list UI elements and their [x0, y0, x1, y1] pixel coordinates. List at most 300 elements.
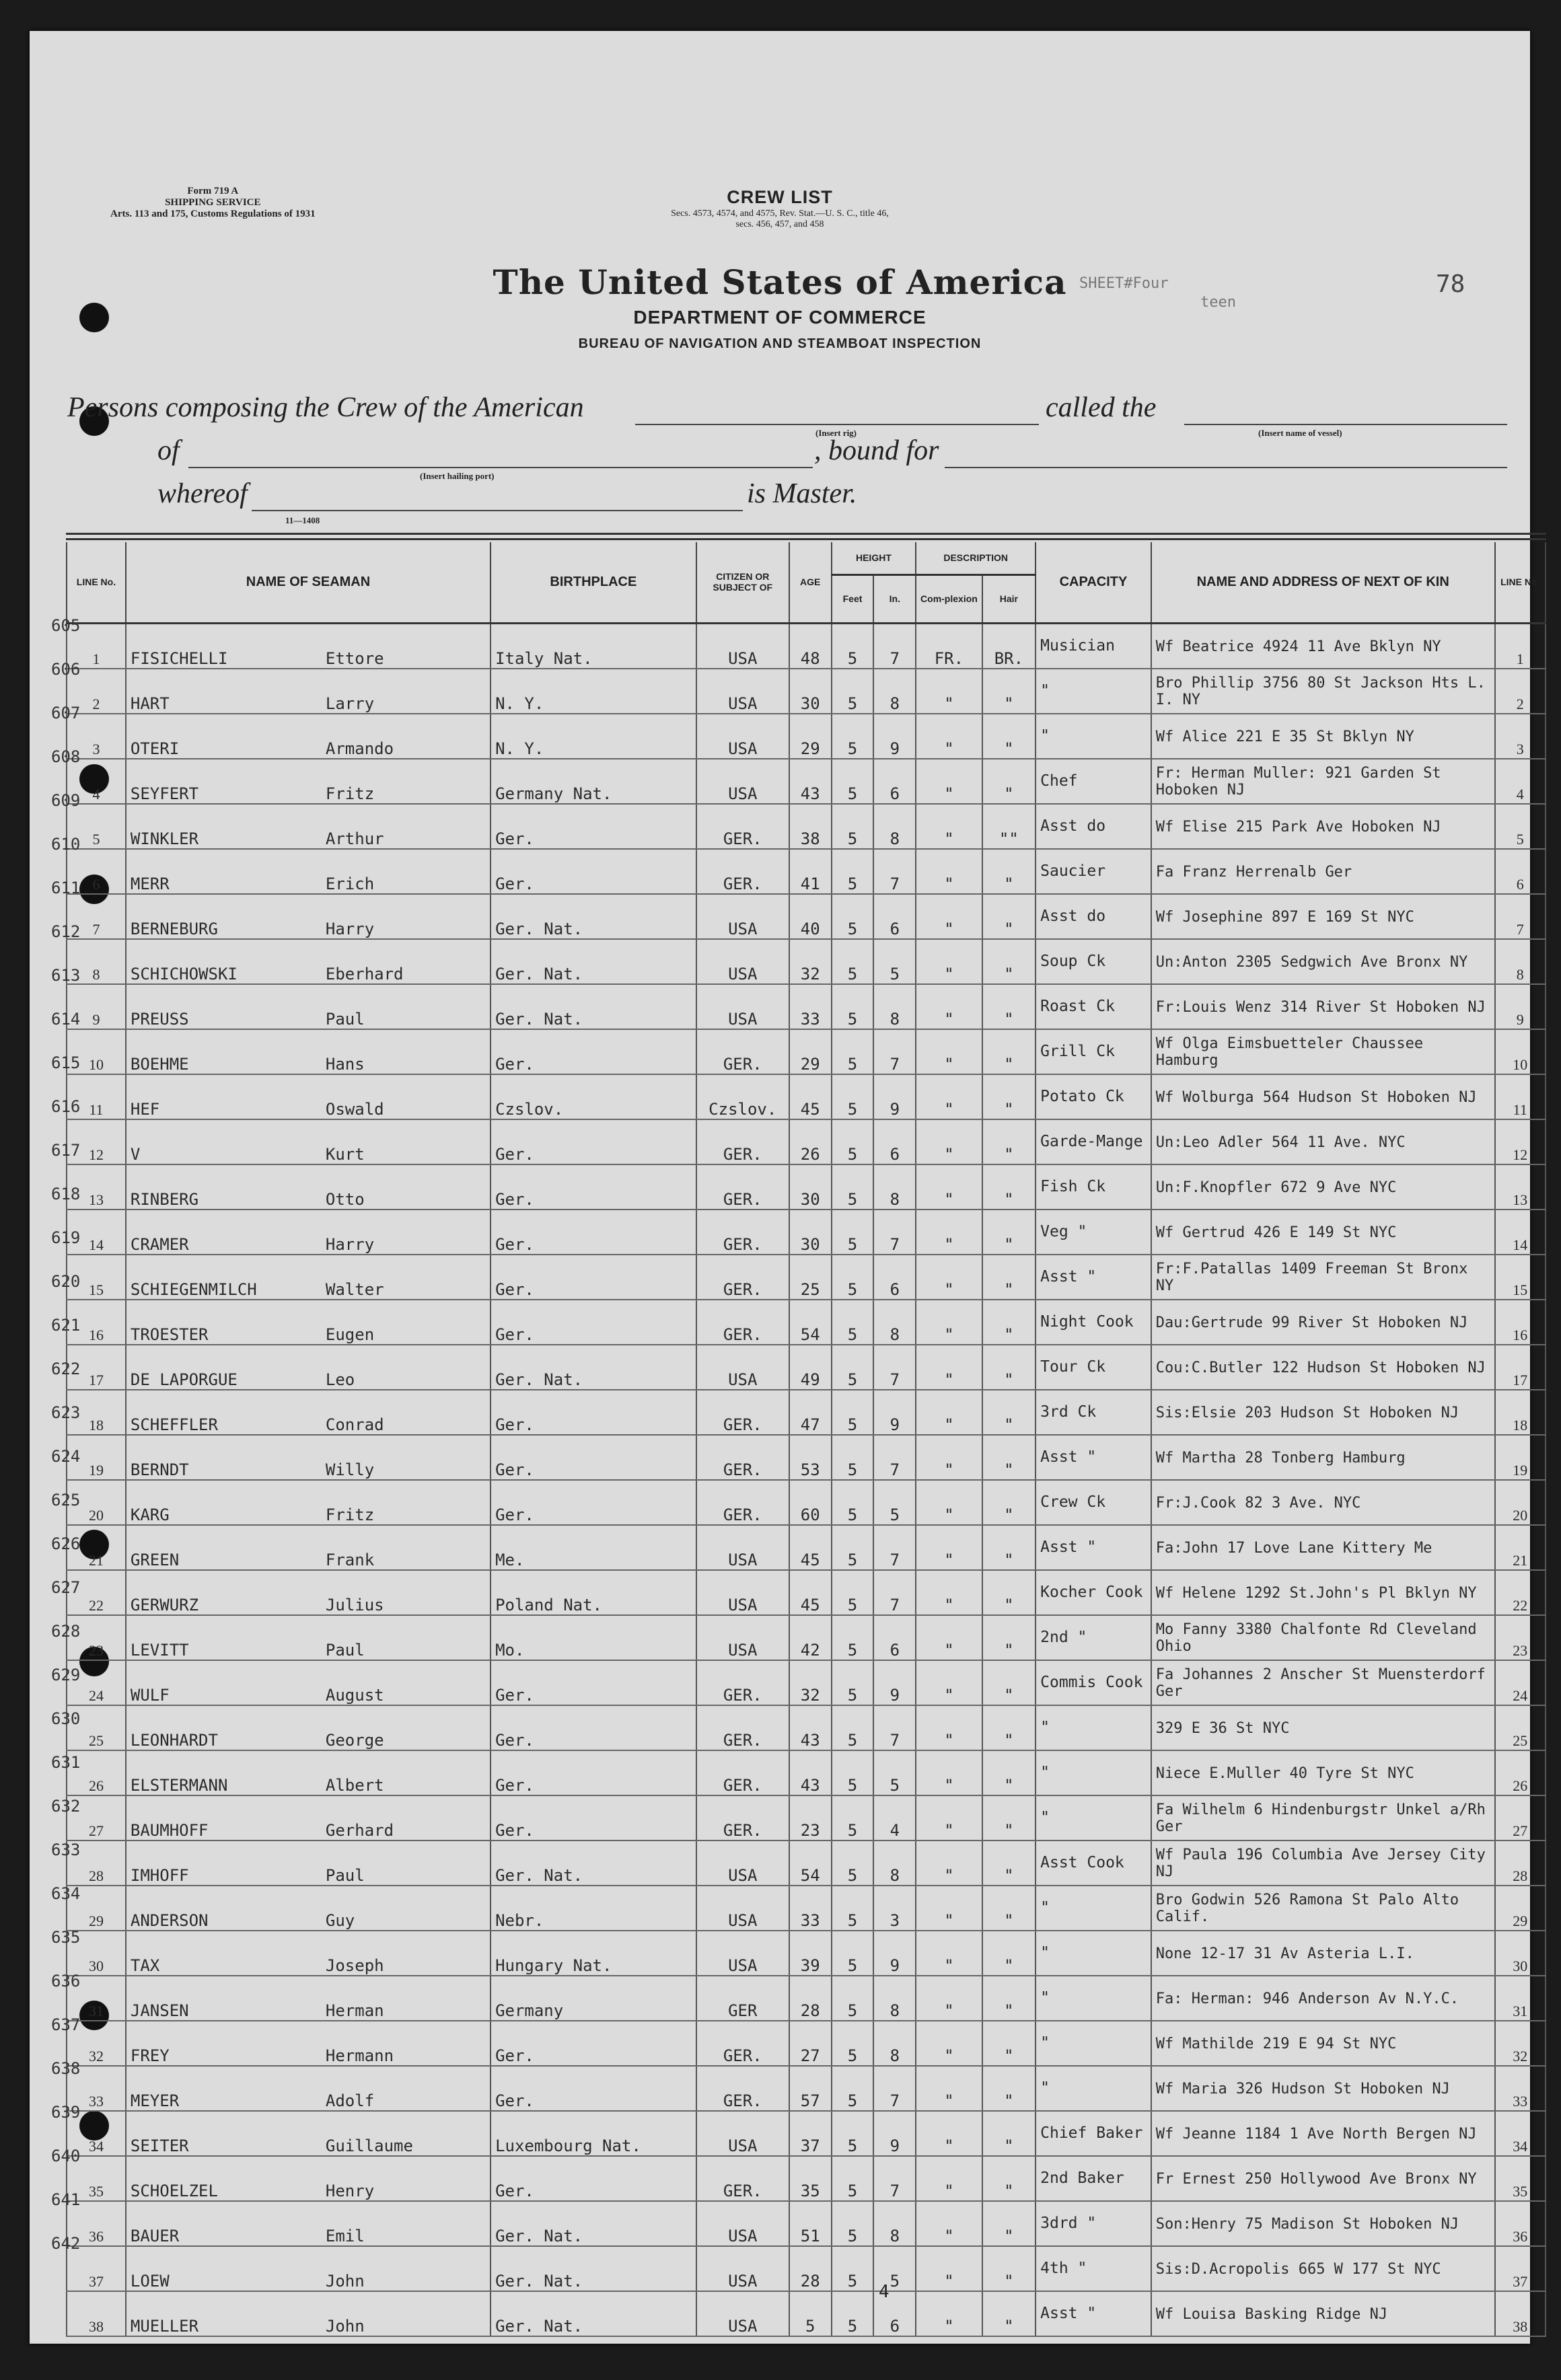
crew-table — [66, 542, 1546, 2337]
birthplace-cell: Ger. — [491, 2021, 696, 2066]
hair-cell: " — [982, 1705, 1036, 1750]
register-number: 608 — [51, 747, 81, 766]
height-feet-cell: 5 — [832, 2111, 874, 2156]
seaman-surname: BERNEBURG — [130, 919, 218, 938]
line-number-right-cell: 19 — [1495, 1435, 1546, 1480]
birthplace-cell: Ger. — [491, 849, 696, 894]
seaman-surname: LEONHARDT — [130, 1730, 218, 1750]
height-feet-cell: 5 — [832, 2156, 874, 2201]
statute-line-2: secs. 456, 457, and 458 — [735, 219, 824, 229]
complexion-cell: " — [916, 2066, 982, 2111]
col-header-line-no: LINE No. — [67, 542, 126, 623]
line-number-right-cell: 18 — [1495, 1390, 1546, 1435]
complexion-cell: " — [916, 1570, 982, 1615]
seaman-surname: KARG — [130, 1505, 170, 1524]
seaman-surname: CRAMER — [130, 1234, 189, 1254]
height-inches-cell: 7 — [873, 1570, 916, 1615]
line-number-right-cell: 5 — [1495, 804, 1546, 849]
capacity-cell: " — [1036, 1931, 1151, 1976]
seaman-name-cell — [126, 1390, 491, 1435]
hair-cell: " — [982, 2291, 1036, 2336]
seaman-given-name: Frank — [325, 1550, 375, 1569]
line-number-cell: 29 — [67, 1886, 126, 1931]
seaman-given-name: Hermann — [325, 2046, 394, 2065]
birthplace-cell: Germany Nat. — [491, 759, 696, 804]
citizenship-cell: USA — [696, 1615, 789, 1660]
birthplace-cell: N. Y. — [491, 714, 696, 759]
next-of-kin-cell: Fa Franz Herrenalb Ger — [1151, 849, 1495, 894]
seaman-surname: HEF — [130, 1099, 160, 1119]
hair-cell: " — [982, 1615, 1036, 1660]
complexion-cell: " — [916, 1750, 982, 1795]
department-heading: DEPARTMENT OF COMMERCE — [633, 307, 927, 328]
seaman-given-name: Albert — [325, 1775, 384, 1795]
citizenship-cell: USA — [696, 759, 789, 804]
height-feet-cell: 5 — [832, 669, 874, 714]
hair-cell: " — [982, 1480, 1036, 1525]
hair-cell: " — [982, 1210, 1036, 1255]
line-number-right-cell: 27 — [1495, 1795, 1546, 1840]
capacity-cell: Asst do — [1036, 804, 1151, 849]
line-number-right-cell: 33 — [1495, 2066, 1546, 2111]
next-of-kin-cell: Un:Anton 2305 Sedgwich Ave Bronx NY — [1151, 939, 1495, 984]
seaman-surname: SEITER — [130, 2136, 189, 2155]
line-number-right-cell: 31 — [1495, 1976, 1546, 2021]
citizenship-cell: GER. — [696, 1390, 789, 1435]
document-title: CREW LIST — [727, 187, 833, 207]
height-inches-cell: 5 — [873, 1750, 916, 1795]
crew-row — [67, 1840, 1546, 1886]
next-of-kin-cell: Wf Maria 326 Hudson St Hoboken NJ — [1151, 2066, 1495, 2111]
bureau-heading: BUREAU OF NAVIGATION AND STEAMBOAT INSPECTION — [578, 336, 982, 351]
line-number-cell: 34 — [67, 2111, 126, 2156]
age-cell: 27 — [789, 2021, 832, 2066]
register-number: 641 — [51, 2190, 81, 2209]
birthplace-cell: Czslov. — [491, 1074, 696, 1119]
seaman-surname: GREEN — [130, 1550, 180, 1569]
capacity-cell: " — [1036, 2021, 1151, 2066]
age-cell: 42 — [789, 1615, 832, 1660]
citizenship-cell: USA — [696, 2291, 789, 2336]
birthplace-cell: Me. — [491, 1525, 696, 1570]
height-inches-cell: 7 — [873, 1210, 916, 1255]
line-number-cell: 5 — [67, 804, 126, 849]
next-of-kin-cell: Wf Paula 196 Columbia Ave Jersey City NJ — [1151, 1840, 1495, 1886]
crew-row — [67, 1119, 1546, 1164]
next-of-kin-cell: Son:Henry 75 Madison St Hoboken NJ — [1151, 2201, 1495, 2246]
capacity-cell: " — [1036, 2066, 1151, 2111]
line-number-cell: 12 — [67, 1119, 126, 1164]
next-of-kin-cell: Fr:Louis Wenz 314 River St Hoboken NJ — [1151, 984, 1495, 1029]
height-inches-cell: 9 — [873, 1660, 916, 1705]
hair-cell: " — [982, 1660, 1036, 1705]
hair-cell: " — [982, 984, 1036, 1029]
complexion-cell: " — [916, 1255, 982, 1300]
line-number-cell: 10 — [67, 1029, 126, 1074]
birthplace-cell: Ger. — [491, 1390, 696, 1435]
line-number-right-cell: 12 — [1495, 1119, 1546, 1164]
seaman-name-cell — [126, 984, 491, 1029]
complexion-cell: " — [916, 1074, 982, 1119]
seaman-name-cell — [126, 894, 491, 939]
seaman-given-name: Julius — [325, 1595, 384, 1614]
line-number-right-cell: 21 — [1495, 1525, 1546, 1570]
next-of-kin-cell: 329 E 36 St NYC — [1151, 1705, 1495, 1750]
line-number-right-cell: 14 — [1495, 1210, 1546, 1255]
line-number-right-cell: 11 — [1495, 1074, 1546, 1119]
height-feet-cell: 5 — [832, 1480, 874, 1525]
hair-cell: " — [982, 2201, 1036, 2246]
seaman-name-cell — [126, 1480, 491, 1525]
age-cell: 43 — [789, 1750, 832, 1795]
seaman-surname: GERWURZ — [130, 1595, 199, 1614]
birthplace-cell: Ger. — [491, 804, 696, 849]
seaman-surname: RINBERG — [130, 1189, 199, 1209]
height-inches-cell: 6 — [873, 759, 916, 804]
birthplace-cell: Ger. — [491, 1750, 696, 1795]
citizenship-cell: GER. — [696, 1029, 789, 1074]
sheet-number-stamp — [1079, 274, 1236, 312]
next-of-kin-cell: Un:F.Knopfler 672 9 Ave NYC — [1151, 1164, 1495, 1210]
crew-row — [67, 984, 1546, 1029]
birthplace-cell: Ger. — [491, 2066, 696, 2111]
height-inches-cell: 9 — [873, 1390, 916, 1435]
complexion-cell: " — [916, 1480, 982, 1525]
line-number-cell: 31 — [67, 1976, 126, 2021]
seaman-given-name: Henry — [325, 2181, 375, 2200]
capacity-cell: 2nd " — [1036, 1615, 1151, 1660]
line-number-cell: 35 — [67, 2156, 126, 2201]
seaman-name-cell — [126, 1525, 491, 1570]
seaman-surname: PREUSS — [130, 1009, 189, 1029]
seaman-name-cell — [126, 1660, 491, 1705]
crew-row — [67, 1074, 1546, 1119]
citizenship-cell: GER. — [696, 1795, 789, 1840]
register-number: 623 — [51, 1403, 81, 1422]
birthplace-cell: Luxembourg Nat. — [491, 2111, 696, 2156]
height-feet-cell: 5 — [832, 1390, 874, 1435]
age-cell: 39 — [789, 1931, 832, 1976]
complexion-cell: " — [916, 669, 982, 714]
birthplace-cell: Ger. — [491, 1164, 696, 1210]
register-number: 637 — [51, 2015, 81, 2034]
register-number: 632 — [51, 1797, 81, 1816]
register-number: 640 — [51, 2147, 81, 2165]
seaman-given-name: Walter — [325, 1279, 384, 1299]
age-cell: 5 — [789, 2291, 832, 2336]
height-feet-cell: 5 — [832, 714, 874, 759]
seaman-name-cell — [126, 2291, 491, 2336]
age-cell: 43 — [789, 1705, 832, 1750]
age-cell: 25 — [789, 1255, 832, 1300]
crew-row — [67, 1435, 1546, 1480]
called-the-label: called the — [1046, 392, 1157, 423]
age-cell: 32 — [789, 1660, 832, 1705]
line-number-cell: 37 — [67, 2246, 126, 2291]
hair-cell: " — [982, 1840, 1036, 1886]
seaman-surname: SCHIEGENMILCH — [130, 1279, 257, 1299]
hair-cell: " — [982, 1570, 1036, 1615]
age-cell: 43 — [789, 759, 832, 804]
line-number-right-cell: 35 — [1495, 2156, 1546, 2201]
hair-cell: " — [982, 1119, 1036, 1164]
citizenship-cell: GER. — [696, 1750, 789, 1795]
line-number-right-cell: 37 — [1495, 2246, 1546, 2291]
line-number-right-cell: 38 — [1495, 2291, 1546, 2336]
capacity-cell: Asst " — [1036, 1435, 1151, 1480]
age-cell: 26 — [789, 1119, 832, 1164]
line-number-cell: 18 — [67, 1390, 126, 1435]
citizenship-cell: GER. — [696, 849, 789, 894]
height-inches-cell: 8 — [873, 984, 916, 1029]
line-number-right-cell: 34 — [1495, 2111, 1546, 2156]
line-number-right-cell: 22 — [1495, 1570, 1546, 1615]
height-inches-cell: 5 — [873, 939, 916, 984]
seaman-surname: BAUMHOFF — [130, 1820, 209, 1840]
crew-row — [67, 849, 1546, 894]
seaman-given-name: Armando — [325, 739, 394, 758]
hair-cell: " — [982, 1029, 1036, 1074]
complexion-cell: FR. — [916, 623, 982, 669]
complexion-cell: " — [916, 1705, 982, 1750]
capacity-cell: " — [1036, 1750, 1151, 1795]
next-of-kin-cell: Fa Wilhelm 6 Hindenburgstr Unkel a/Rh Ger — [1151, 1795, 1495, 1840]
birthplace-cell: Ger. Nat. — [491, 2246, 696, 2291]
height-inches-cell: 7 — [873, 1029, 916, 1074]
seaman-name-cell — [126, 1976, 491, 2021]
line-number-cell: 3 — [67, 714, 126, 759]
height-feet-cell: 5 — [832, 1705, 874, 1750]
line-number-cell: 26 — [67, 1750, 126, 1795]
next-of-kin-cell: Wf Martha 28 Tonberg Hamburg — [1151, 1435, 1495, 1480]
crew-row — [67, 1795, 1546, 1840]
citizenship-cell: USA — [696, 1931, 789, 1976]
bound-for-blank — [945, 467, 1507, 468]
capacity-cell: Asst " — [1036, 2291, 1151, 2336]
line-number-cell: 28 — [67, 1840, 126, 1886]
nation-heading: The United States of America — [493, 262, 1067, 302]
register-number: 612 — [51, 922, 81, 941]
height-feet-cell: 5 — [832, 1886, 874, 1931]
rig-hint: (Insert rig) — [815, 428, 857, 438]
crew-row — [67, 894, 1546, 939]
seaman-surname: FREY — [130, 2046, 170, 2065]
age-cell: 33 — [789, 1886, 832, 1931]
birthplace-cell: Hungary Nat. — [491, 1931, 696, 1976]
birthplace-cell: Ger. — [491, 1029, 696, 1074]
height-inches-cell: 7 — [873, 623, 916, 669]
height-feet-cell: 5 — [832, 1345, 874, 1390]
birthplace-cell: Ger. Nat. — [491, 939, 696, 984]
birthplace-cell: Ger. Nat. — [491, 1840, 696, 1886]
line-number-right-cell: 20 — [1495, 1480, 1546, 1525]
citizenship-cell: GER. — [696, 2066, 789, 2111]
seaman-surname: HART — [130, 694, 170, 713]
seaman-name-cell — [126, 1750, 491, 1795]
height-feet-cell: 5 — [832, 1210, 874, 1255]
seaman-given-name: Fritz — [325, 784, 375, 803]
next-of-kin-cell: Dau:Gertrude 99 River St Hoboken NJ — [1151, 1300, 1495, 1345]
height-inches-cell: 8 — [873, 1976, 916, 2021]
next-of-kin-cell: Wf Olga Eimsbuetteler Chaussee Hamburg — [1151, 1029, 1495, 1074]
seaman-surname: WINKLER — [130, 829, 199, 848]
seaman-name-cell — [126, 2021, 491, 2066]
complexion-cell: " — [916, 984, 982, 1029]
age-cell: 54 — [789, 1300, 832, 1345]
next-of-kin-cell: Wf Jeanne 1184 1 Ave North Bergen NJ — [1151, 2111, 1495, 2156]
capacity-cell: Musician — [1036, 623, 1151, 669]
line-number-right-cell: 28 — [1495, 1840, 1546, 1886]
age-cell: 37 — [789, 2111, 832, 2156]
next-of-kin-cell: Wf Gertrud 426 E 149 St NYC — [1151, 1210, 1495, 1255]
height-feet-cell: 5 — [832, 2201, 874, 2246]
complexion-cell: " — [916, 1210, 982, 1255]
complexion-cell: " — [916, 1525, 982, 1570]
age-cell: 23 — [789, 1795, 832, 1840]
seaman-name-cell — [126, 1840, 491, 1886]
complexion-cell: " — [916, 1886, 982, 1931]
crew-row — [67, 1976, 1546, 2021]
height-feet-cell: 5 — [832, 1029, 874, 1074]
height-feet-cell: 5 — [832, 1660, 874, 1705]
citizenship-cell: USA — [696, 2201, 789, 2246]
height-inches-cell: 6 — [873, 1119, 916, 1164]
capacity-cell: Fish Ck — [1036, 1164, 1151, 1210]
seaman-given-name: Larry — [325, 694, 375, 713]
capacity-cell: Grill Ck — [1036, 1029, 1151, 1074]
crew-row — [67, 1255, 1546, 1300]
register-number: 624 — [51, 1447, 81, 1466]
height-inches-cell: 9 — [873, 2111, 916, 2156]
hair-cell: " — [982, 1074, 1036, 1119]
crew-row — [67, 1345, 1546, 1390]
seaman-name-cell — [126, 804, 491, 849]
line-number-cell: 19 — [67, 1435, 126, 1480]
register-number: 636 — [51, 1972, 81, 1991]
statute-line-1: Secs. 4573, 4574, and 4575, Rev. Stat.—U. S. C., title 46, — [671, 209, 889, 219]
complexion-cell: " — [916, 714, 982, 759]
height-feet-cell: 5 — [832, 2246, 874, 2291]
height-feet-cell: 5 — [832, 1615, 874, 1660]
citizenship-cell: USA — [696, 939, 789, 984]
complexion-cell: " — [916, 849, 982, 894]
line-number-cell: 23 — [67, 1615, 126, 1660]
register-number: 635 — [51, 1928, 81, 1947]
crew-row — [67, 1615, 1546, 1660]
crew-row — [67, 714, 1546, 759]
seaman-surname: SCHEFFLER — [130, 1415, 218, 1434]
hair-cell: " — [982, 1886, 1036, 1931]
citizenship-cell: USA — [696, 1345, 789, 1390]
line-number-right-cell: 25 — [1495, 1705, 1546, 1750]
height-feet-cell: 5 — [832, 984, 874, 1029]
age-cell: 49 — [789, 1345, 832, 1390]
seaman-surname: SCHICHOWSKI — [130, 964, 238, 983]
capacity-cell: Veg " — [1036, 1210, 1151, 1255]
age-cell: 32 — [789, 939, 832, 984]
seaman-given-name: Leo — [325, 1370, 355, 1389]
seaman-given-name: Fritz — [325, 1505, 375, 1524]
seaman-given-name: Erich — [325, 874, 375, 893]
hair-cell: " — [982, 1795, 1036, 1840]
citizenship-cell: USA — [696, 2246, 789, 2291]
line-number-right-cell: 24 — [1495, 1660, 1546, 1705]
birthplace-cell: Germany — [491, 1976, 696, 2021]
line-number-cell: 25 — [67, 1705, 126, 1750]
height-feet-cell: 5 — [832, 759, 874, 804]
crew-row — [67, 2156, 1546, 2201]
register-number: 618 — [51, 1185, 81, 1203]
capacity-cell: " — [1036, 1795, 1151, 1840]
seaman-given-name: John — [325, 2316, 365, 2336]
register-number: 605 — [51, 616, 81, 635]
height-inches-cell: 9 — [873, 714, 916, 759]
line-number-cell: 33 — [67, 2066, 126, 2111]
capacity-cell: " — [1036, 1705, 1151, 1750]
register-number: 639 — [51, 2103, 81, 2122]
seaman-surname: SCHOELZEL — [130, 2181, 218, 2200]
height-inches-cell: 7 — [873, 2066, 916, 2111]
seaman-surname: ELSTERMANN — [130, 1775, 228, 1795]
height-inches-cell: 9 — [873, 1074, 916, 1119]
citizenship-cell: GER. — [696, 1300, 789, 1345]
seaman-given-name: Willy — [325, 1460, 375, 1479]
height-feet-cell: 5 — [832, 1931, 874, 1976]
complexion-cell: " — [916, 2021, 982, 2066]
seaman-name-cell — [126, 1886, 491, 1931]
col-header-age: AGE — [789, 542, 832, 623]
crew-row — [67, 2291, 1546, 2336]
seaman-given-name: Herman — [325, 2001, 384, 2020]
line-number-right-cell: 9 — [1495, 984, 1546, 1029]
height-inches-cell: 7 — [873, 2156, 916, 2201]
age-cell: 41 — [789, 849, 832, 894]
seaman-name-cell — [126, 759, 491, 804]
hair-cell: " — [982, 669, 1036, 714]
complexion-cell: " — [916, 1119, 982, 1164]
citizenship-cell: GER. — [696, 1435, 789, 1480]
height-feet-cell: 5 — [832, 1164, 874, 1210]
citizenship-cell: USA — [696, 1525, 789, 1570]
hailing-port-blank — [188, 467, 813, 468]
height-feet-cell: 5 — [832, 1435, 874, 1480]
vessel-hint: (Insert name of vessel) — [1258, 428, 1342, 438]
seaman-surname: MERR — [130, 874, 170, 893]
complexion-cell: " — [916, 1615, 982, 1660]
next-of-kin-cell: Fr:F.Patallas 1409 Freeman St Bronx NY — [1151, 1255, 1495, 1300]
hair-cell: " — [982, 894, 1036, 939]
col-header-complexion: Com-plexion — [916, 574, 982, 623]
citizenship-cell: GER. — [696, 1255, 789, 1300]
height-feet-cell: 5 — [832, 1795, 874, 1840]
complexion-cell: " — [916, 2111, 982, 2156]
hair-cell: " — [982, 2066, 1036, 2111]
age-cell: 28 — [789, 2246, 832, 2291]
next-of-kin-cell: Wf Mathilde 219 E 94 St NYC — [1151, 2021, 1495, 2066]
citizenship-cell: GER. — [696, 1660, 789, 1705]
line-number-right-cell: 3 — [1495, 714, 1546, 759]
hair-cell: " — [982, 2111, 1036, 2156]
height-inches-cell: 8 — [873, 669, 916, 714]
crew-row — [67, 1705, 1546, 1750]
height-feet-cell: 5 — [832, 894, 874, 939]
height-inches-cell: 6 — [873, 894, 916, 939]
register-number: 610 — [51, 835, 81, 854]
register-number: 633 — [51, 1840, 81, 1859]
age-cell: 51 — [789, 2201, 832, 2246]
crew-row — [67, 669, 1546, 714]
height-feet-cell: 5 — [832, 1074, 874, 1119]
